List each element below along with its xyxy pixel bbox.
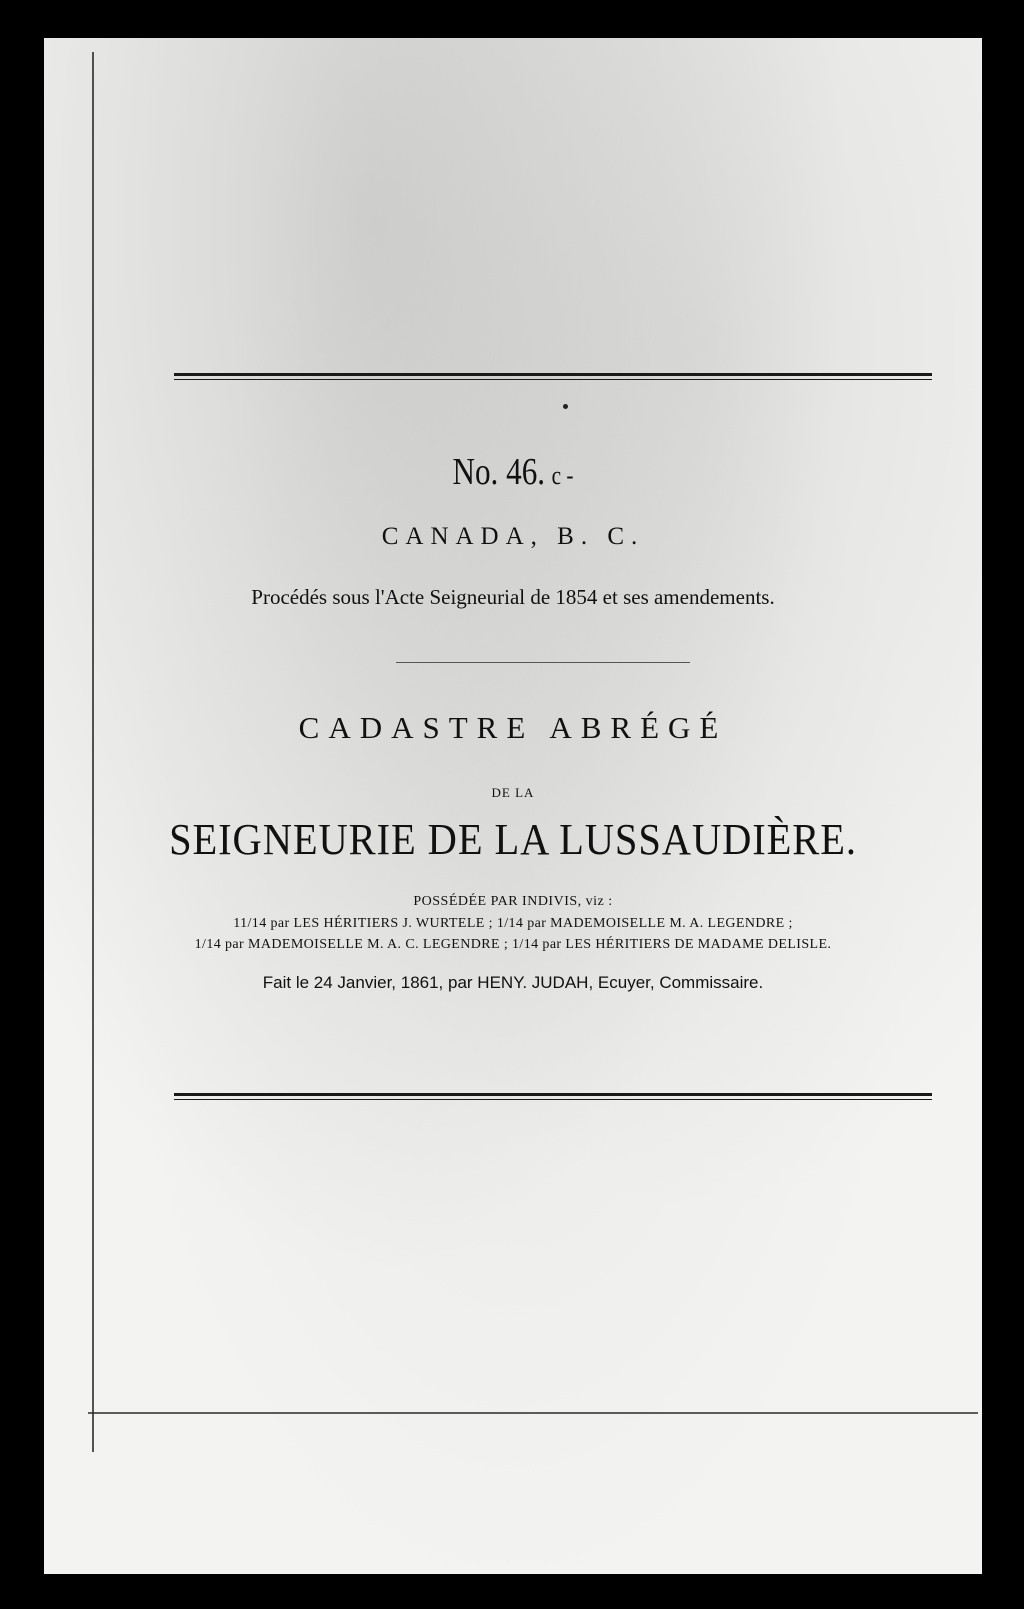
document-number-text: No. 46. xyxy=(452,451,546,493)
document-number xyxy=(128,450,897,494)
proceedings-line: Procédés sous l'Acte Seigneurial de 1854 et ses amendements. xyxy=(251,585,775,609)
made-by-line: Fait le 24 Janvier, 1861, par HENY. JUDAH, Ecuyer, Commissaire. xyxy=(262,973,764,992)
seigneury-name: SEIGNEURIE DE LA LUSSAUDIÈRE. xyxy=(169,815,857,864)
document-page xyxy=(44,38,982,1574)
document-title: CADASTRE ABRÉGÉ xyxy=(298,710,728,745)
owners-line-1: 11/14 par LES HÉRITIERS J. WURTELE ; 1/14 par MADEMOISELLE M. A. LEGENDRE ; xyxy=(233,916,793,931)
top-double-rule xyxy=(174,373,932,380)
bottom-margin-line xyxy=(88,1412,978,1414)
bottom-double-rule xyxy=(174,1093,932,1100)
handwritten-mark: c - xyxy=(551,461,574,490)
owners-line-2: 1/14 par MADEMOISELLE M. A. C. LEGENDRE ; 1/14 par LES HÉRITIERS DE MADAME DELISLE. xyxy=(194,937,832,952)
ink-dot xyxy=(563,404,568,409)
left-margin-line xyxy=(92,52,94,1452)
owned-by-line: POSSÉDÉE PAR INDIVIS, viz : xyxy=(413,894,613,909)
short-divider xyxy=(396,662,690,663)
of-the-line: DE LA xyxy=(491,785,535,800)
country-heading: CANADA, B. C. xyxy=(381,523,645,550)
